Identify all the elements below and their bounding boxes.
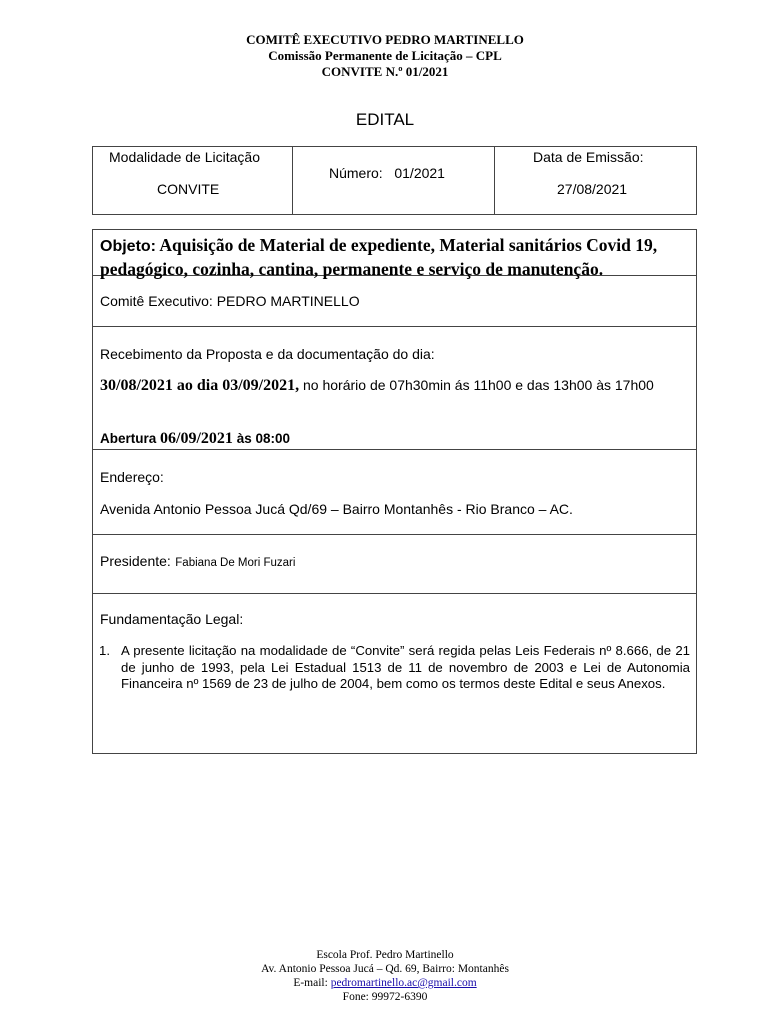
presidente-name: Fabiana De Mori Fuzari — [175, 557, 296, 569]
data-emissao-label: Data de Emissão: — [533, 149, 644, 165]
modalidade-value: CONVITE — [157, 181, 220, 197]
committee-title: COMITÊ EXECUTIVO PEDRO MARTINELLO — [246, 32, 524, 47]
fundamentacao-list — [99, 643, 690, 693]
convite-number: CONVITE N.º 01/2021 — [321, 64, 449, 79]
recebimento-dates: 30/08/2021 ao dia 03/09/2021, — [100, 377, 300, 394]
abertura-date: 06/09/2021 — [160, 430, 233, 447]
data-emissao-value: 27/08/2021 — [557, 181, 628, 197]
comite-executivo: Comitê Executivo: PEDRO MARTINELLO — [100, 293, 360, 309]
endereco-value: Avenida Antonio Pessoa Jucá Qd/69 – Bairro Montanhês - Rio Branco – AC. — [100, 501, 573, 517]
footer-email — [0, 976, 770, 990]
objeto-label: Objeto: — [100, 238, 156, 255]
recebimento-periodo — [100, 376, 689, 395]
abertura-time: às 08:00 — [236, 431, 290, 446]
abertura-label: Abertura — [100, 431, 157, 446]
footer — [0, 948, 770, 1004]
footer-school: Escola Prof. Pedro Martinello — [316, 949, 454, 961]
footer-address: Av. Antonio Pessoa Jucá – Qd. 69, Bairro: Montanhês — [261, 963, 509, 975]
recebimento-horario: no horário de 07h30min ás 11h00 e das 13h00 às 17h00 — [299, 377, 654, 393]
modalidade-label: Modalidade de Licitação — [109, 149, 260, 165]
presidente — [100, 553, 689, 571]
list-item — [99, 643, 690, 693]
endereco-label: Endereço: — [100, 469, 164, 485]
list-item-number: 1. — [99, 643, 110, 658]
abertura — [100, 430, 689, 448]
objeto-section — [100, 234, 689, 281]
numero-label: Número: — [329, 165, 383, 181]
numero-value: 01/2021 — [394, 165, 445, 181]
footer-phone: Fone: 99972-6390 — [342, 991, 428, 1003]
presidente-label: Presidente: — [100, 553, 171, 569]
list-item-text: A presente licitação na modalidade de “Convite” será regida pelas Leis Federais nº 8.666, de 21 de junho de 1993, pela Lei Estadual 1513 de 11 de novembro de 2003 e Lei de Autonomia Financeira nº 1569 de 23 de julho de 2004, bem como os termos deste Edital e seus Anexos. — [121, 643, 690, 691]
email-link[interactable]: pedromartinello.ac@gmail.com — [330, 977, 477, 989]
info-table — [92, 146, 697, 215]
numero-field — [329, 165, 445, 181]
commission-subtitle: Comissão Permanente de Licitação – CPL — [268, 48, 502, 63]
fundamentacao-label: Fundamentação Legal: — [100, 611, 244, 627]
footer-email-label: E-mail: — [293, 977, 328, 989]
recebimento-label: Recebimento da Proposta e da documentação do dia: — [100, 346, 435, 362]
page-title: EDITAL — [355, 110, 415, 129]
objeto-text: Aquisição de Material de expediente, Material sanitários Covid 19, pedagógico, cozinha, cantina, permanente e serviço de manutenção. — [100, 235, 658, 279]
